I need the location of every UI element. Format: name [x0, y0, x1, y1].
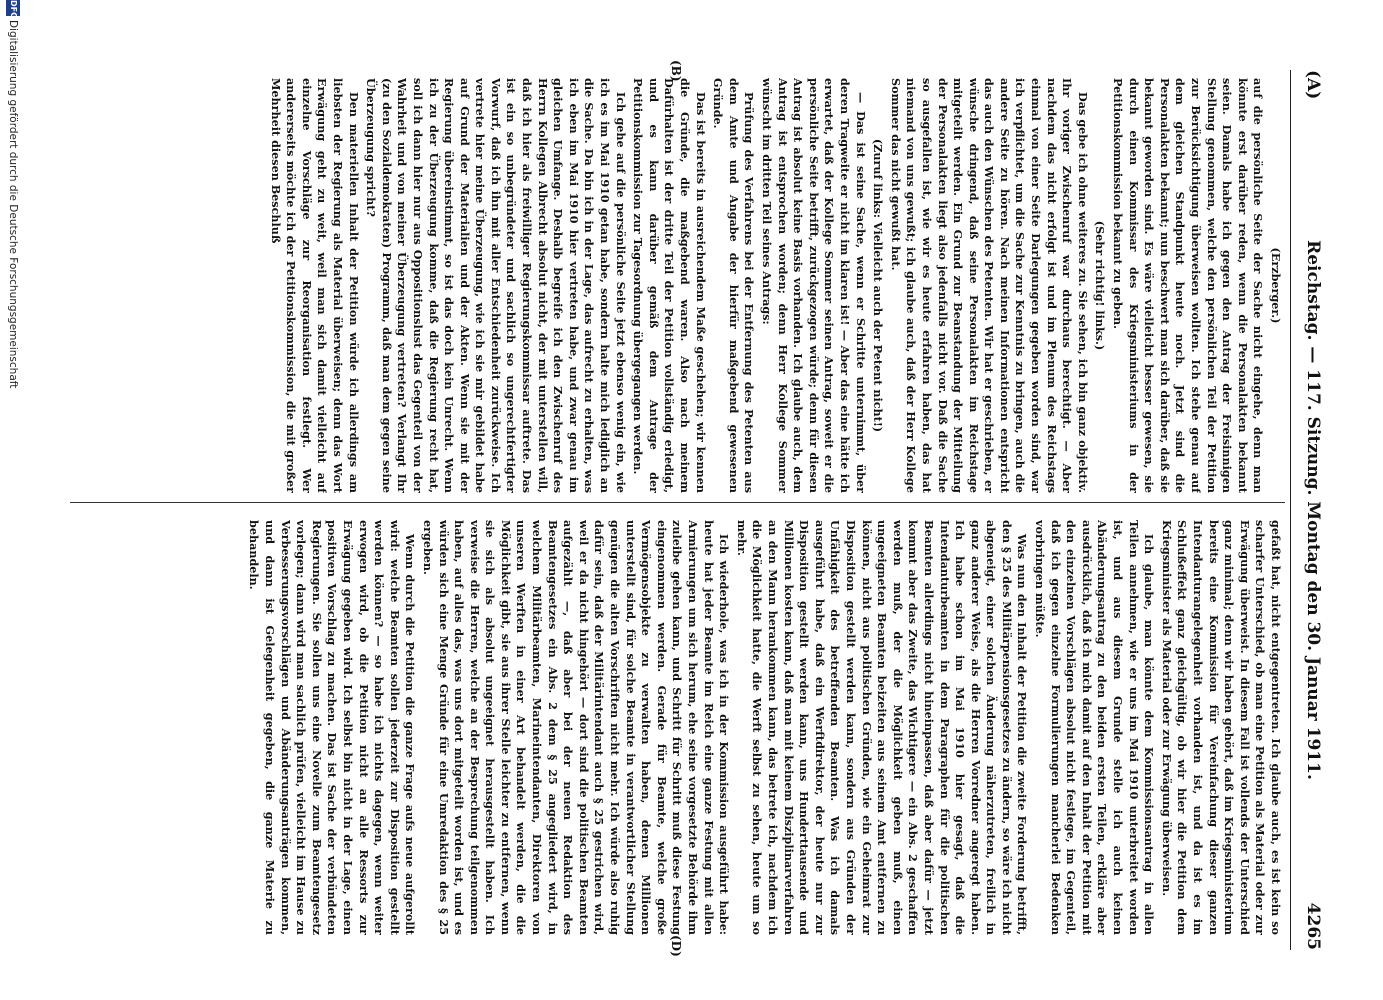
interjection: (Zuruf links: Vielleicht auch der Petent nicht!) [871, 138, 886, 433]
paragraph: Das gebe ich ohne weiteres zu. Sie sehen, ich bin ganz objektiv. Ihr voriger Zwischenruf war durchaus berechtigt. — Aber nachdem das nicht erfolgt ist und im Plenum des Reichstags einmal von einer Seite Darlegungen gegeben worden sind, war ich verpflichtet, um die Sache zur Kenntnis zu bringen, auch die andere Seite zu hören. Nach meinen Informationen entspricht das auch den Wünschen des Petenten. Wir hat er geschrieben, er wünsche dringend, daß seine Personalakten im Reichstage mitgeteilt werden. Ein Grund zur Beanstandung der Mitteilung der Personalakten liegt also jedenfalls nicht vor. Daß die Sache so ausgefallen ist, wie wir es heute erfahren haben, das hat niemand von uns gewußt; ich glaube auch, daß der Herr Kollege Sommer das nicht gewußt hat. [888, 78, 1090, 493]
interjection: (Sehr richtig! links.) [1093, 220, 1108, 351]
header-rule [1290, 70, 1291, 950]
paragraph: gefaßt hat, nicht entgegentreten. Ich glaube auch, es ist kein so scharfer Unterschied, ob man eine Petition als Material oder zur Erwägung überweist. In diesem Fall ist vollends der Unterschied ganz minimal; denn wir haben gehört, daß im Kriegsministerium bereits eine Kommission für Vereinfachung dieser ganzen Intendanturangelegenheit vorhanden ist, und da ist es im Schlußeffekt ganz gleichgültig, ob wir hier die Petition dem Kriegsminister als Material oder zur Erwägung überweisen. [1159, 520, 1283, 935]
speaker-name: (Erzberger.) [1269, 247, 1283, 324]
paragraph: Den materiellen Inhalt der Petition würde ich allerdings am liebsten der Regierung als Material überweisen; denn das Wort Erwägung geht zu weit, weil man sich damit vielleicht auf einzelne Vorschläge zur Reorganisation festlegt. Wer andererseits möchte ich der Petitionskommission, die mit großer Mehrheit diesen Beschluß [268, 78, 361, 493]
paragraph: Ich gehe auf die persönliche Seite jetzt ebenso wenig ein, wie ich es im Mai 1910 getan habe, sondern halte mich lediglich an die Sache. Da bin ich in der Lage, das aufrecht zu erhalten, was ich eben im Mai 1910 hier vertreten habe, und zwar genau im gleichen Umfange. Deshalb begreife ich den Zwischenruf des Herrn Kollegen Albrecht absolut nicht, der mit unterstellen will, daß ich hier als freiwilliger Regierungskommissar auftrete. Das ist ein so unbegründeter und sachlich so ungerechtfertigter Vorwurf, daß ich ihn mit aller Entschiedenheit zurückweise. Ich vertrete hier meine Überzeugung, wie ich sie mir gebildet habe auf Grund der Materialien und der Akten. Wenn sie mit der Regierung übereinstimmt, so ist das doch kein Unrecht. Wenn ich zu der Überzeugung komme, daß die Regierung recht hat, soll ich dann hier nur aus Oppositionslust das Gegenteil von der Wahrheit und von meiner Überzeugung vertreten? Verlangt Ihr (zu den Sozialdemokraten) Programm, daß man dem gegen seine Überzeugung spricht? [364, 78, 628, 493]
paragraph: — Das ist seine Sache, wenn er Schritte unternimmt, über deren Tragweite er nicht im klaren ist! — Aber das eine hätte ich erwartet, daß der Kollege Sommer seinen Antrag, soweit er die persönliche Seite betrifft, zurückgezogen würde; denn für diesen Antrag ist absolut keine Basis vorhanden. Ich glaube auch, dem Antrag ist entsprochen worden; denn Herr Kollege Sommer wünscht im dritten Teil seines Antrags: [760, 78, 868, 493]
digitization-credit: Digitalisierung gefördert durch die Deutsche Forschungsgemeinschaft [7, 20, 19, 389]
paragraph: Ich glaube, man könnte dem Kommissionsantrag in allen Teilen annehmen, wie er uns im Mai 1910 unterbreitet worden ist, und aus diesem Grunde stelle ich auch keinen Abänderungsantrag zu den beiden ersten Teilen, erkläre aber ausdrücklich, daß ich mich damit auf den Inhalt der Petition mit den einzelnen Vorschlägen absolut nicht festlege, im Gegenteil, daß ich gegen einzelne Formulierungen mancherlei Bedenken vorbringen müßte. [1033, 520, 1157, 935]
dfg-logo: DFG [6, 0, 20, 16]
margin-marker-b: (B) [669, 60, 683, 82]
paragraph: Ich wiederhole, was ich in der Kommission ausgeführt habe: heute hat jeder Beamte im Reich eine ganze Festung mit allen Armierungen um sich herum, ehe seine vorgesetzte Behörde ihm zuleibe gehen kann, und Schritt für Schritt muß diese Festung eingenommen werden. Gerade für Beamte, welche große Vermögensobjekte zu verwalten haben, denen Millionen unterstellt sind, für solche Beamte in verantwortlicher Stellung genügen die alten Vorschriften nicht mehr. Ich würde also ruhig dafür sein, daß der Militärintendant auch § 25 gestrichen wird, weil er da nicht hingehört — dort sind die politischen Beamten aufgezählt —, daß aber bei der neuen Redaktion des Beamtengesetzes ein Abs. 2 dem § 25 angegliedert wird, in welchem Militärbeamten, Marineintendanten, Direktoren von unseren Werften in einer Art behandelt werden, die die Möglichkeit gibt, sie aus ihrer Stelle leichter zu entfernen, wenn sie sich als absolut ungeeignet herausgestellt haben. Ich verweise die Herren, welche an der Besprechung teilgenommen haben, auf alles das, was uns dort mitgeteilt worden ist, und es würden sich eine Menge Gründe für eine Umredaktion des § 25 ergeben. [420, 520, 732, 935]
column-divider [70, 502, 1285, 503]
paragraph: auf die persönliche Seite der Sache nicht eingehe, denn man könnte erst darüber reden, wenn die Personalakten bekannt seien. Damals habe ich gegen den Antrag der Freisinnigen Stellung genommen, welche den persönlichen Teil der Petition zur Berücksichtigung überweisen wollten. Ich stehe genau auf dem gleichen Standpunkt heute noch. Jetzt sind die Personalakten bekannt; nun beschwert man sich darüber, daß sie bekannt geworden sind. Es wäre vielleicht besser gewesen, sie durch einen Kommissar des Kriegsministeriums in der Petitionskommission bekannt zu geben. [1111, 78, 1266, 493]
right-column [73, 520, 1283, 935]
left-column [73, 78, 1283, 493]
header-margin-marker: (A) [1303, 70, 1323, 100]
page-number: 4265 [1303, 902, 1323, 950]
paragraph: Was nun den Inhalt der Petition die zweite Forderung betrifft, den § 25 des Militärpensionsgesetzes zu ändern, so wäre ich nicht abgeneigt, einer solchen Änderung näherzutreten, freilich in ganz anderer Weise, als die Herren Vorredner angeregt haben. Ich habe schon im Mai 1910 hier gesagt, daß die Intendanturbeamten in dem Paragraphen für die politischen Beamten allerdings nicht hineinpassen, daß aber dafür — jetzt kommt aber das Zweite, das Wichtigere — ein Abs. 2 geschaffen werden muß, der die Möglichkeit geben muß, einen ungeeigneten Beamten beizeiten aus seinem Amt entfernen zu können, nicht aus politischen Gründen, wie ein Geheimrat zur Disposition gestellt werden kann, sondern aus Gründen der Unfähigkeit des betreffenden Beamten. Was ich damals ausgeführt habe, daß ein Werftdirektor, der heute nur zur Disposition gestellt werden kann, uns Hunderttausende und Millionen kosten kann, daß man mit keinem Disziplinarverfahren an den Mann herankommen kann, das betrete ich, nachdem ich die Möglichkeit hatte, die Werft selbst zu sehen, heute um so mehr. [734, 520, 1030, 935]
paragraph: Wenn durch die Petition die ganze Frage aufs neue aufgerollt wird: welche Beamten sollen jederzeit zur Disposition gestellt werden können? — so habe ich nichts dagegen, wenn weiter erwogen wird, ob die Petition nicht an alle Ressorts zur Erwägung gegeben wird. Ich selbst bin nicht in der Lage, einen positiven Vorschlag zu machen. Das ist Sache der verbündeten Regierungen. Sie sollen uns eine Novelle zum Beamtengesetz vorlegen; dann wird man sachlich prüfen, vielleicht im Hause zu Verbesserungsvorschlägen und Abänderungsanträgen kommen, und dann ist Gelegenheit gegeben, die ganze Materie zu behandeln. [247, 520, 418, 935]
margin-marker-d: (D) [669, 935, 683, 957]
quoted-motion: Prüfung des Verfahrens bei der Entfernung des Petenten aus dem Amte und Angabe der hierfür maßgebend gewesenen Gründe. [711, 78, 757, 493]
header-title: Reichstag. — 117. Sitzung. Montag den 30. Januar 1911. [1303, 240, 1323, 780]
paragraph: Das ist bereits in ausreichendem Maße geschehen; wir kennen die Gründe, die maßgebend waren. Also nach meinem Dafürhalten ist der dritte Teil der Petition vollständig erledigt, und es kann darüber gemäß dem Antrage der Petitionskommission zur Tagesordnung übergegangen werden. [631, 78, 708, 493]
page-footer [0, 0, 22, 1000]
page-header [1293, 70, 1323, 950]
